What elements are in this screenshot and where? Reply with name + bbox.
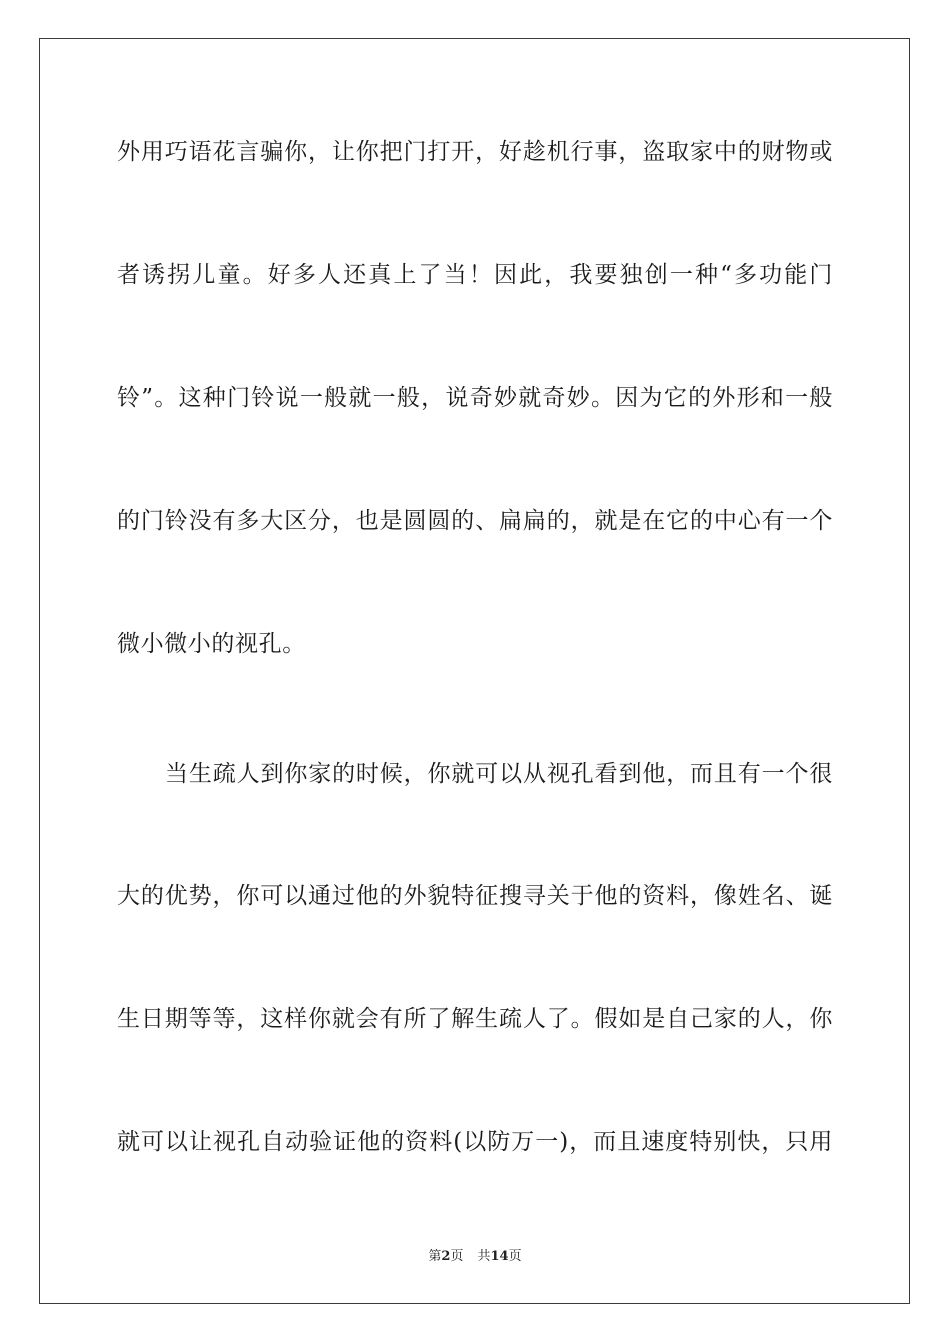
total-label-suffix: 页: [508, 1249, 522, 1264]
paragraph-line: 的门铃没有多大区分，也是圆圆的、扁扁的，就是在它的中心有一个: [117, 508, 833, 534]
page-label-suffix: 页: [450, 1249, 464, 1264]
page-label-prefix: 第: [428, 1249, 442, 1264]
paragraph-line: 就可以让视孔自动验证他的资料(以防万一)，而且速度特别快，只用: [117, 1129, 833, 1155]
paragraph-line: 铃”。这种门铃说一般就一般，说奇妙就奇妙。因为它的外形和一般: [117, 385, 833, 411]
page-footer: [0, 1248, 950, 1266]
total-label-prefix: 共: [477, 1249, 491, 1264]
total-pages: 14: [490, 1249, 509, 1264]
paragraph-line: 外用巧语花言骗你，让你把门打开，好趁机行事，盗取家中的财物或: [117, 139, 833, 165]
paragraph-line: 者诱拐儿童。好多人还真上了当！因此，我要独创一种“多功能门: [117, 262, 833, 288]
page-border: [39, 38, 910, 1304]
paragraph-line: 大的优势，你可以通过他的外貌特征搜寻关于他的资料，像姓名、诞: [117, 883, 833, 909]
paragraph-line: 生日期等等，这样你就会有所了解生疏人了。假如是自己家的人，你: [117, 1006, 833, 1032]
paragraph-line: 当生疏人到你家的时候，你就可以从视孔看到他，而且有一个很: [165, 761, 833, 787]
page-number: 2: [441, 1249, 451, 1264]
paragraph-line: 微小微小的视孔。: [117, 631, 306, 657]
